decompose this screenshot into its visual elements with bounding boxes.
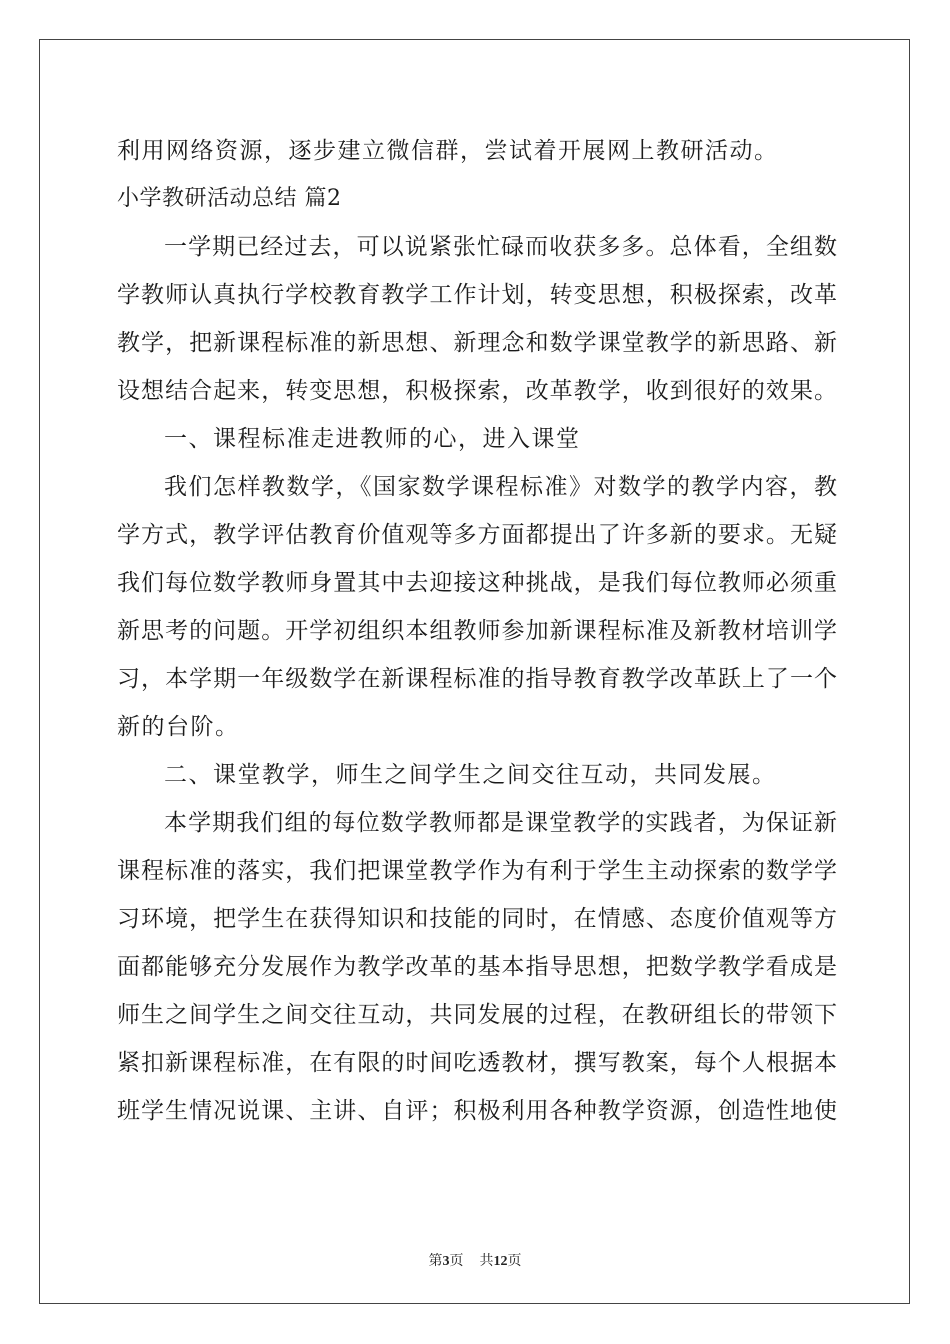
- body-line: 设想结合起来，转变思想，积极探索，改革教学，收到很好的效果。: [117, 378, 837, 404]
- body-line: 我们怎样教数学，《国家数学课程标准》对数学的教学内容，教: [164, 474, 837, 500]
- total-suffix: 页: [507, 1254, 522, 1269]
- total-pages: 12: [493, 1254, 508, 1269]
- body-line: 我们每位数学教师身置其中去迎接这种挑战，是我们每位教师必须重: [117, 570, 837, 596]
- total-prefix: 共: [479, 1254, 494, 1269]
- subheading-line: 一、课程标准走进教师的心，进入课堂: [164, 426, 581, 452]
- body-line: 课程标准的落实，我们把课堂教学作为有利于学生主动探索的数学学: [117, 858, 837, 884]
- page-number: 3: [442, 1254, 450, 1269]
- body-line: 紧扣新课程标准，在有限的时间吃透教材，撰写教案，每个人根据本: [117, 1050, 837, 1076]
- body-line: 利用网络资源，逐步建立微信群，尝试着开展网上教研活动。: [117, 138, 779, 164]
- page-footer: [0, 1250, 950, 1270]
- body-line: 习，本学期一年级数学在新课程标准的指导教育教学改革跃上了一个: [117, 666, 837, 692]
- body-line: 习环境，把学生在获得知识和技能的同时，在情感、态度价值观等方: [117, 906, 837, 932]
- body-line: 班学生情况说课、主讲、自评；积极利用各种教学资源，创造性地使: [117, 1098, 837, 1124]
- body-line: 本学期我们组的每位数学教师都是课堂教学的实践者，为保证新: [164, 810, 837, 836]
- body-line: 师生之间学生之间交往互动，共同发展的过程，在教研组长的带领下: [117, 1002, 837, 1028]
- body-line: 面都能够充分发展作为教学改革的基本指导思想，把数学教学看成是: [117, 954, 837, 980]
- body-line: 一学期已经过去，可以说紧张忙碌而收获多多。总体看，全组数: [164, 234, 837, 260]
- body-line: 新思考的问题。开学初组织本组教师参加新课程标准及新教材培训学: [117, 618, 837, 644]
- section-heading: 小学教研活动总结 篇2: [117, 186, 342, 211]
- body-line: 学方式，教学评估教育价值观等多方面都提出了许多新的要求。无疑: [117, 522, 837, 548]
- document-body: [117, 127, 837, 1135]
- body-line: 学教师认真执行学校教育教学工作计划，转变思想，积极探索，改革: [117, 282, 837, 308]
- subheading-line: 二、课堂教学，师生之间学生之间交往互动，共同发展。: [164, 762, 777, 788]
- body-line: 教学，把新课程标准的新思想、新理念和数学课堂教学的新思路、新: [117, 330, 837, 356]
- page-suffix: 页: [449, 1254, 464, 1269]
- body-line: 新的台阶。: [117, 714, 240, 740]
- page-prefix: 第: [428, 1254, 443, 1269]
